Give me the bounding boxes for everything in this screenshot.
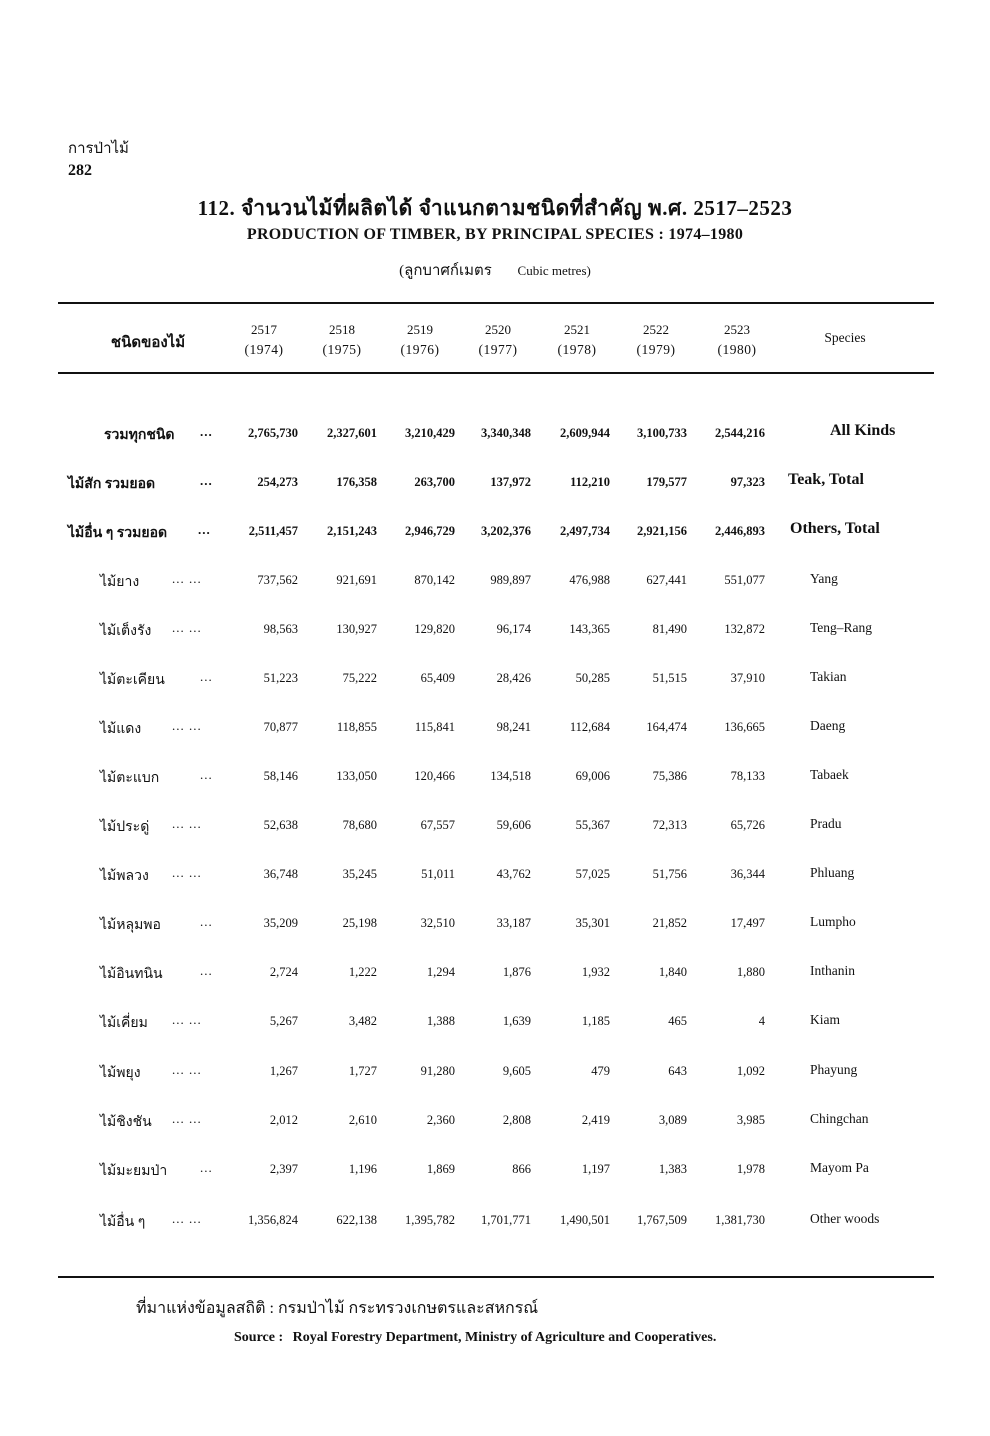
leader-dots: ... <box>200 424 213 439</box>
species-name-thai: ไม้ประดู่ <box>100 820 150 835</box>
table-cell: 67,557 <box>420 818 455 832</box>
unit-line <box>0 258 990 282</box>
source-thai: ที่มาแห่งข้อมูลสถิติ : กรมป่าไม้ กระทรวงเกษตรและสหกรณ์ <box>136 1300 539 1317</box>
table-cell: 1,222 <box>348 965 377 979</box>
table-cell: 78,133 <box>730 769 765 783</box>
species-name-thai: ไม้ยาง <box>100 575 140 590</box>
column-year-ce: (1975) <box>322 342 362 357</box>
species-name-english: Chingchan <box>810 1111 869 1126</box>
column-header <box>302 320 382 364</box>
table-cell: 866 <box>512 1162 531 1176</box>
table-cell: 1,701,771 <box>481 1213 531 1227</box>
table-cell: 96,174 <box>496 622 531 636</box>
table-row <box>0 963 990 987</box>
table-row <box>0 1012 990 1036</box>
table-cell: 476,988 <box>569 573 610 587</box>
table-cell: 643 <box>668 1064 687 1078</box>
table-cell: 1,196 <box>348 1162 377 1176</box>
column-year-be: 2521 <box>564 322 590 337</box>
source-label: Source : <box>234 1330 284 1345</box>
table-cell: 57,025 <box>575 867 610 881</box>
table-cell: 3,210,429 <box>405 426 455 440</box>
species-name-english: Mayom Pa <box>810 1160 869 1175</box>
table-cell: 43,762 <box>496 867 531 881</box>
species-name-thai: ไม้ชิงชัน <box>100 1115 152 1130</box>
table-cell: 28,426 <box>496 671 531 685</box>
table-cell: 627,441 <box>646 573 687 587</box>
table-cell: 3,985 <box>736 1113 765 1127</box>
table-cell: 3,202,376 <box>481 524 531 538</box>
table-cell: 3,089 <box>658 1113 687 1127</box>
species-name-thai: ไม้มะยมป่า <box>100 1164 168 1179</box>
species-name-english: Inthanin <box>810 963 855 978</box>
table-cell: 3,100,733 <box>637 426 687 440</box>
table-row <box>0 767 990 791</box>
unit-thai: (ลูกบาศก์เมตร <box>399 263 492 279</box>
table-cell: 1,185 <box>581 1014 610 1028</box>
table-cell: 35,209 <box>263 916 298 930</box>
table-cell: 1,267 <box>269 1064 298 1078</box>
species-name-thai: ไม้อื่น ๆ <box>100 1215 146 1230</box>
table-cell: 112,210 <box>570 475 610 489</box>
table-cell: 2,360 <box>426 1113 455 1127</box>
table-cell: 133,050 <box>336 769 377 783</box>
table-cell: 35,301 <box>575 916 610 930</box>
table-cell: 129,820 <box>414 622 455 636</box>
table-cell: 9,605 <box>502 1064 531 1078</box>
table-row <box>0 914 990 938</box>
table-cell: 69,006 <box>575 769 610 783</box>
table-cell: 2,610 <box>348 1113 377 1127</box>
species-name-english: Yang <box>810 571 838 586</box>
species-name-english: Takian <box>810 669 847 684</box>
column-header <box>380 320 460 364</box>
table-cell: 81,490 <box>652 622 687 636</box>
table-cell: 50,285 <box>575 671 610 685</box>
table-row <box>0 1160 990 1184</box>
species-name-thai: ไม้แดง <box>100 722 142 737</box>
leader-dots: ... ... <box>172 620 202 635</box>
table-cell: 78,680 <box>342 818 377 832</box>
table-cell: 1,880 <box>736 965 765 979</box>
table-cell: 1,383 <box>658 1162 687 1176</box>
species-name-english: Daeng <box>810 718 846 733</box>
column-header <box>697 320 777 364</box>
species-name-english: Teng–Rang <box>810 620 873 635</box>
leader-dots: ... <box>200 473 213 488</box>
table-cell: 115,841 <box>414 720 455 734</box>
species-name-english: Kiam <box>810 1012 840 1027</box>
table-cell: 921,691 <box>336 573 377 587</box>
table-cell: 70,877 <box>263 720 298 734</box>
header-rule <box>58 372 934 374</box>
table-cell: 2,012 <box>269 1113 298 1127</box>
species-name-english: Tabaek <box>810 767 849 782</box>
table-cell: 1,639 <box>502 1014 531 1028</box>
section-name: การป่าไม้ <box>68 141 129 157</box>
table-cell: 2,327,601 <box>327 426 377 440</box>
leader-dots: ... ... <box>172 1062 202 1077</box>
table-cell: 2,946,729 <box>405 524 455 538</box>
table-cell: 254,273 <box>257 475 298 489</box>
table-cell: 51,223 <box>263 671 298 685</box>
table-row <box>0 424 990 448</box>
table-cell: 263,700 <box>414 475 455 489</box>
page-number: 282 <box>68 162 92 179</box>
table-cell: 65,409 <box>420 671 455 685</box>
leader-dots: ... <box>200 669 213 684</box>
table-cell: 132,872 <box>724 622 765 636</box>
table-cell: 2,921,156 <box>637 524 687 538</box>
column-year-ce: (1980) <box>717 342 757 357</box>
species-name-english: Phayung <box>810 1062 858 1077</box>
species-header-thai: ชนิดของไม้ <box>110 335 186 351</box>
table-cell: 55,367 <box>575 818 610 832</box>
column-year-be: 2519 <box>407 322 433 337</box>
table-cell: 134,518 <box>490 769 531 783</box>
table-row <box>0 816 990 840</box>
table-cell: 1,978 <box>736 1162 765 1176</box>
table-row <box>0 620 990 644</box>
table-cell: 179,577 <box>646 475 687 489</box>
leader-dots: ... <box>200 1160 213 1175</box>
table-cell: 33,187 <box>496 916 531 930</box>
table-cell: 1,395,782 <box>405 1213 455 1227</box>
table-cell: 1,932 <box>581 965 610 979</box>
table-title-thai: 112. จำนวนไม้ที่ผลิตได้ จำแนกตามชนิดที่สำคัญ พ.ศ. 2517–2523 <box>197 196 793 220</box>
species-name-english: All Kinds <box>830 422 896 439</box>
table-cell: 21,852 <box>652 916 687 930</box>
table-cell: 72,313 <box>652 818 687 832</box>
table-cell: 118,855 <box>336 720 377 734</box>
table-row <box>0 1062 990 1086</box>
table-cell: 37,910 <box>730 671 765 685</box>
table-row <box>0 473 990 497</box>
bottom-rule <box>58 1276 934 1278</box>
species-name-english: Other woods <box>810 1211 880 1226</box>
table-cell: 1,356,824 <box>248 1213 298 1227</box>
species-name-english: Lumpho <box>810 914 856 929</box>
leader-dots: ... ... <box>172 865 202 880</box>
species-name-english: Teak, Total <box>788 471 864 488</box>
table-cell: 465 <box>668 1014 687 1028</box>
table-cell: 1,767,509 <box>637 1213 687 1227</box>
table-cell: 3,340,348 <box>481 426 531 440</box>
top-rule <box>58 302 934 304</box>
table-cell: 130,927 <box>336 622 377 636</box>
source-english <box>234 1330 716 1346</box>
species-name-thai: ไม้สัก รวมยอด <box>68 477 156 492</box>
table-cell: 1,092 <box>736 1064 765 1078</box>
table-cell: 17,497 <box>730 916 765 930</box>
table-cell: 51,011 <box>421 867 455 881</box>
species-name-thai: รวมทุกชนิด <box>104 428 175 443</box>
column-year-be: 2518 <box>329 322 355 337</box>
leader-dots: ... ... <box>172 1211 202 1226</box>
table-cell: 2,151,243 <box>327 524 377 538</box>
column-year-be: 2522 <box>643 322 669 337</box>
column-year-ce: (1978) <box>557 342 597 357</box>
table-cell: 3,482 <box>348 1014 377 1028</box>
table-cell: 989,897 <box>490 573 531 587</box>
column-header <box>616 320 696 364</box>
table-cell: 91,280 <box>420 1064 455 1078</box>
column-year-ce: (1979) <box>636 342 676 357</box>
column-header <box>537 320 617 364</box>
column-year-be: 2523 <box>724 322 750 337</box>
table-cell: 737,562 <box>257 573 298 587</box>
leader-dots: ... ... <box>172 1012 202 1027</box>
table-cell: 32,510 <box>420 916 455 930</box>
unit-english: Cubic metres) <box>517 263 591 278</box>
source-text: Royal Forestry Department, Ministry of Agriculture and Cooperatives. <box>292 1330 717 1345</box>
species-name-thai: ไม้อื่น ๆ รวมยอด <box>68 526 168 541</box>
table-cell: 65,726 <box>730 818 765 832</box>
table-cell: 51,756 <box>652 867 687 881</box>
table-cell: 58,146 <box>263 769 298 783</box>
table-cell: 2,419 <box>581 1113 610 1127</box>
species-name-thai: ไม้ตะเคียน <box>100 673 165 688</box>
table-cell: 622,138 <box>336 1213 377 1227</box>
column-header <box>458 320 538 364</box>
table-cell: 1,294 <box>426 965 455 979</box>
table-cell: 2,446,893 <box>715 524 765 538</box>
table-row <box>0 571 990 595</box>
table-cell: 870,142 <box>414 573 455 587</box>
column-year-ce: (1974) <box>244 342 284 357</box>
table-cell: 2,609,944 <box>560 426 610 440</box>
column-header <box>224 320 304 364</box>
leader-dots: ... ... <box>172 571 202 586</box>
table-cell: 1,490,501 <box>560 1213 610 1227</box>
table-cell: 1,197 <box>581 1162 610 1176</box>
table-cell: 120,466 <box>414 769 455 783</box>
table-cell: 36,748 <box>263 867 298 881</box>
table-row <box>0 1111 990 1135</box>
table-cell: 4 <box>758 1014 765 1028</box>
table-cell: 51,515 <box>652 671 687 685</box>
table-cell: 2,511,457 <box>248 524 298 538</box>
column-year-ce: (1976) <box>400 342 440 357</box>
leader-dots: ... <box>198 522 211 537</box>
column-year-be: 2520 <box>485 322 511 337</box>
species-header-english: Species <box>824 330 866 345</box>
table-cell: 25,198 <box>342 916 377 930</box>
table-cell: 75,386 <box>652 769 687 783</box>
table-cell: 137,972 <box>490 475 531 489</box>
species-name-thai: ไม้อินทนิน <box>100 967 163 982</box>
table-cell: 551,077 <box>724 573 765 587</box>
table-cell: 98,563 <box>263 622 298 636</box>
table-cell: 1,869 <box>426 1162 455 1176</box>
table-cell: 59,606 <box>496 818 531 832</box>
table-cell: 52,638 <box>263 818 298 832</box>
species-name-thai: ไม้พลวง <box>100 869 149 884</box>
table-cell: 1,876 <box>502 965 531 979</box>
table-cell: 75,222 <box>342 671 377 685</box>
table-cell: 2,808 <box>502 1113 531 1127</box>
table-cell: 2,544,216 <box>715 426 765 440</box>
table-cell: 176,358 <box>336 475 377 489</box>
table-cell: 2,497,734 <box>560 524 610 538</box>
table-cell: 479 <box>591 1064 610 1078</box>
column-year-be: 2517 <box>251 322 277 337</box>
table-cell: 1,381,730 <box>715 1213 765 1227</box>
table-row <box>0 718 990 742</box>
column-year-ce: (1977) <box>478 342 518 357</box>
table-cell: 2,397 <box>269 1162 298 1176</box>
table-cell: 2,765,730 <box>248 426 298 440</box>
table-cell: 2,724 <box>269 965 298 979</box>
leader-dots: ... ... <box>172 1111 202 1126</box>
species-name-english: Others, Total <box>790 520 880 537</box>
table-cell: 112,684 <box>569 720 610 734</box>
species-name-thai: ไม้เต็งรัง <box>100 624 152 639</box>
table-cell: 5,267 <box>269 1014 298 1028</box>
species-name-thai: ไม้เคี่ยม <box>100 1016 148 1031</box>
species-name-thai: ไม้หลุมพอ <box>100 918 161 933</box>
table-cell: 97,323 <box>730 475 765 489</box>
table-row <box>0 1211 990 1235</box>
species-name-english: Pradu <box>810 816 842 831</box>
table-cell: 1,840 <box>658 965 687 979</box>
species-name-english: Phluang <box>810 865 855 880</box>
table-cell: 1,727 <box>348 1064 377 1078</box>
table-cell: 36,344 <box>730 867 765 881</box>
table-cell: 1,388 <box>426 1014 455 1028</box>
table-row <box>0 865 990 889</box>
table-cell: 35,245 <box>342 867 377 881</box>
table-cell: 98,241 <box>496 720 531 734</box>
leader-dots: ... <box>200 963 213 978</box>
table-cell: 164,474 <box>646 720 687 734</box>
table-title-english: PRODUCTION OF TIMBER, BY PRINCIPAL SPECIES : 1974–1980 <box>246 226 744 243</box>
leader-dots: ... <box>200 914 213 929</box>
table-cell: 143,365 <box>569 622 610 636</box>
table-row <box>0 522 990 546</box>
table-cell: 136,665 <box>724 720 765 734</box>
species-name-thai: ไม้พยุง <box>100 1066 141 1081</box>
leader-dots: ... ... <box>172 718 202 733</box>
species-name-thai: ไม้ตะแบก <box>100 771 160 786</box>
table-row <box>0 669 990 693</box>
leader-dots: ... <box>200 767 213 782</box>
leader-dots: ... ... <box>172 816 202 831</box>
